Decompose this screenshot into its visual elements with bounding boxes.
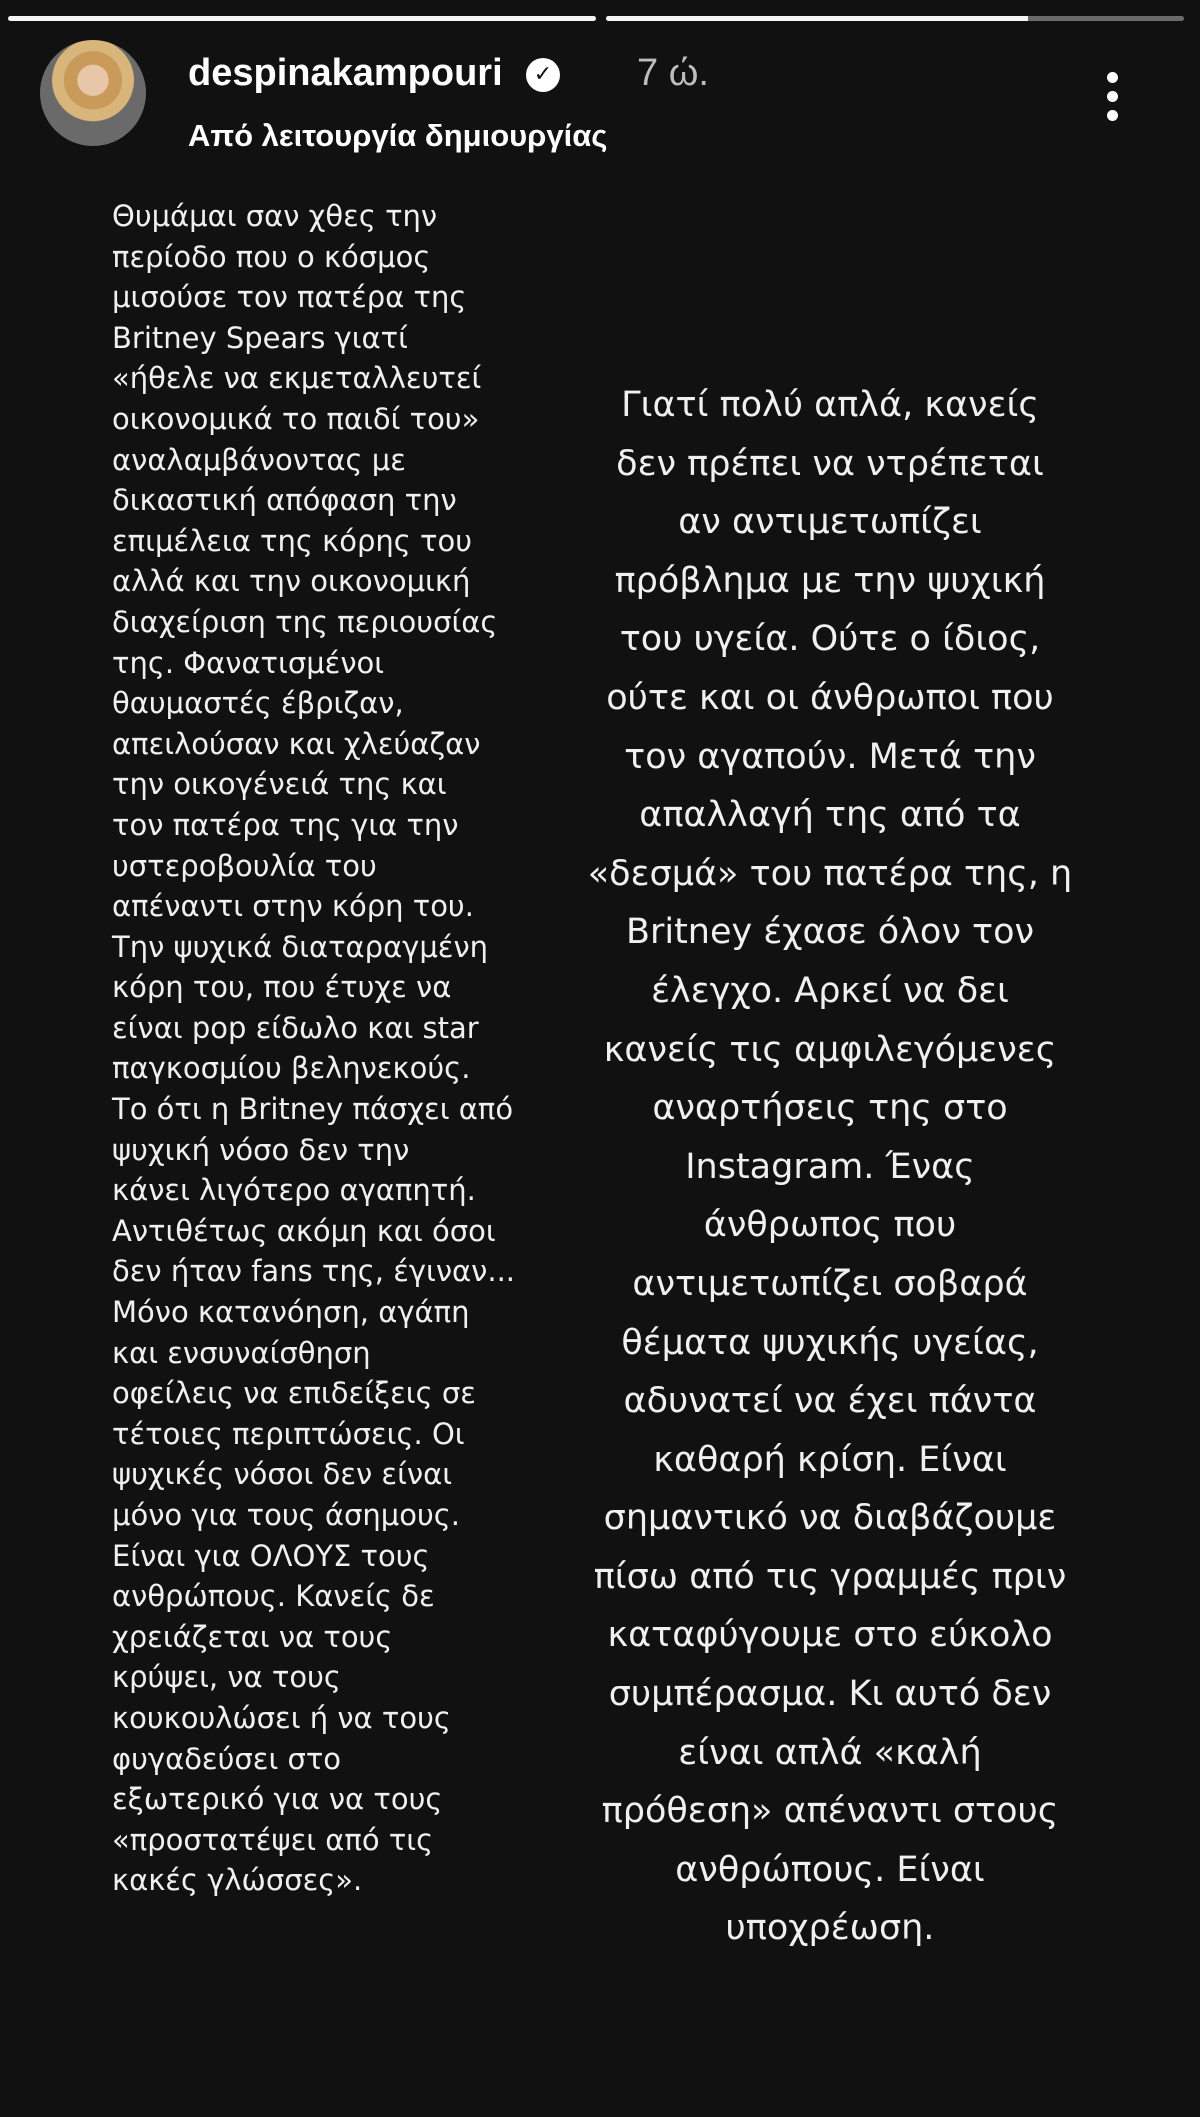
text-line: «ήθελε να εκμεταλλευτεί <box>112 361 482 396</box>
text-line: Γιατί πολύ απλά, κανείς <box>621 385 1039 425</box>
text-line: κακές γλώσσες». <box>112 1863 363 1898</box>
text-line: αναρτήσεις της στο <box>652 1088 1008 1129</box>
text-line: πρόθεση» απέναντι στους <box>601 1791 1059 1832</box>
text-line: πίσω από τις γραμμές πριν <box>593 1556 1067 1597</box>
text-line: υποχρέωση. <box>725 1908 935 1949</box>
text-line: δεν πρέπει να ντρέπεται <box>616 443 1044 484</box>
text-line: Είναι για ΟΛΟΥΣ τους <box>112 1538 430 1573</box>
text-line: Instagram. Ένας <box>685 1146 975 1187</box>
story-subtitle[interactable]: Από λειτουργία δημιουργίας <box>188 118 608 153</box>
text-line: Το ότι η Britney πάσχει από <box>112 1092 514 1127</box>
text-line: κόρη του, που έτυχε να <box>112 970 452 1005</box>
text-line: ψυχική νόσο δεν την <box>112 1132 410 1167</box>
text-line: εξωτερικό για να τους <box>112 1782 443 1817</box>
text-line: καθαρή κρίση. Είναι <box>653 1439 1007 1480</box>
text-line: «προστατέψει από τις <box>112 1822 434 1857</box>
text-line: άνθρωπος που <box>703 1205 957 1246</box>
text-line: συμπέρασμα. Κι αυτό δεν <box>608 1674 1052 1715</box>
story-text-left <box>112 196 515 1901</box>
text-line: την οικογένειά της και <box>112 767 447 802</box>
text-line: δικαστική απόφαση την <box>112 483 457 518</box>
text-line: χρειάζεται να τους <box>112 1619 393 1654</box>
avatar[interactable] <box>40 40 146 146</box>
text-line: κουκουλώσει ή να τους <box>112 1700 451 1735</box>
text-line: θέματα ψυχικής υγείας, <box>621 1322 1039 1363</box>
text-line: αλλά και την οικονομική <box>112 564 471 599</box>
text-line: οφείλεις να επιδείξεις σε <box>112 1376 476 1411</box>
text-line: της. Φανατισμένοι <box>112 645 385 680</box>
text-line: Θυμάμαι σαν χθες την <box>112 199 438 233</box>
text-line: θαυμαστές έβριζαν, <box>112 686 404 721</box>
progress-fill <box>8 16 596 21</box>
dot <box>1107 110 1118 121</box>
text-line: αδυνατεί να έχει πάντα <box>623 1381 1037 1422</box>
text-line: περίοδο που ο κόσμος <box>112 239 431 274</box>
text-line: παγκοσμίου βεληνεκούς. <box>112 1051 471 1086</box>
text-line: είναι απλά «καλή <box>678 1732 982 1773</box>
text-line: ανθρώπους. Είναι <box>675 1849 985 1890</box>
text-line: διαχείριση της περιουσίας <box>112 604 498 639</box>
dot <box>1107 91 1118 102</box>
text-line: τον πατέρα της για την <box>112 807 459 842</box>
story-progress-bar-1 <box>8 16 596 21</box>
text-line: απαλλαγή της από τα <box>639 795 1021 836</box>
text-line: ούτε και οι άνθρωποι που <box>606 677 1054 718</box>
text-line: αναλαμβάνοντας με <box>112 442 406 477</box>
text-line: επιμέλεια της κόρης του <box>112 523 472 558</box>
text-line: οικονομικά το παιδί του» <box>112 401 480 436</box>
text-line: κάνει λιγότερο αγαπητή. <box>112 1173 476 1208</box>
text-line: δεν ήταν fans της, έγιναν... <box>112 1254 516 1289</box>
text-line: μόνο για τους άσημους. <box>112 1498 460 1532</box>
story-progress-bar-2 <box>606 16 1184 21</box>
text-line: αν αντιμετωπίζει <box>678 502 982 543</box>
text-line: υστεροβουλία του <box>112 848 377 883</box>
text-line: καταφύγουμε στο εύκολο <box>607 1615 1053 1656</box>
story-text-right <box>560 376 1100 1958</box>
text-line: είναι pop είδωλο και star <box>112 1010 479 1045</box>
text-line: του υγεία. Ούτε ο ίδιος, <box>619 619 1041 660</box>
text-line: κανείς τις αμφιλεγόμενες <box>603 1029 1057 1070</box>
verified-badge-icon: ✓ <box>526 58 560 92</box>
more-vertical-icon <box>1107 72 1118 83</box>
text-line: Την ψυχικά διαταραγμένη <box>112 929 489 964</box>
text-line: φυγαδεύσει στο <box>112 1741 342 1776</box>
text-line: Μόνο κατανόηση, αγάπη <box>112 1295 470 1330</box>
progress-fill <box>606 16 1028 21</box>
text-line: Αντιθέτως ακόμη και όσοι <box>112 1213 496 1248</box>
text-line: ψυχικές νόσοι δεν είναι <box>112 1457 453 1492</box>
text-line: τον αγαπούν. Μετά την <box>624 736 1036 777</box>
username[interactable]: despinakampouri <box>188 52 503 94</box>
text-line: Britney Spears γιατί <box>112 320 408 355</box>
text-line: απειλούσαν και χλεύαζαν <box>112 726 481 761</box>
text-line: «δεσμά» του πατέρα της, η <box>587 853 1073 894</box>
text-line: Britney έχασε όλον τον <box>625 912 1035 953</box>
text-line: μισούσε τον πατέρα της <box>112 280 467 315</box>
text-line: έλεγχο. Αρκεί να δει <box>651 970 1009 1011</box>
post-time: 7 ώ. <box>637 52 709 94</box>
text-line: πρόβλημα με την ψυχική <box>614 560 1046 601</box>
text-line: ανθρώπους. Κανείς δε <box>112 1579 435 1614</box>
text-line: αντιμετωπίζει σοβαρά <box>632 1263 1028 1304</box>
text-line: τέτοιες περιπτώσεις. Οι <box>112 1416 465 1451</box>
text-line: κρύψει, να τους <box>112 1660 341 1695</box>
text-line: σημαντικό να διαβάζουμε <box>603 1498 1057 1539</box>
more-options-button[interactable] <box>1100 72 1124 134</box>
text-line: και ενσυναίσθηση <box>112 1335 371 1370</box>
text-line: απέναντι στην κόρη του. <box>112 889 474 924</box>
